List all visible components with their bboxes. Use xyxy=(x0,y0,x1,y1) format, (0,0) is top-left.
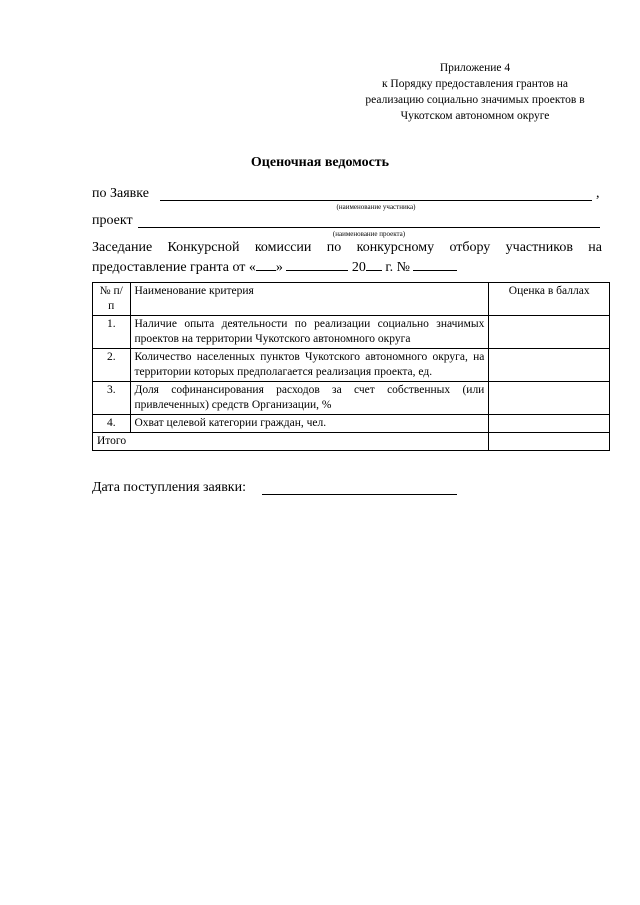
table-header-row xyxy=(93,283,610,316)
appendix-header xyxy=(340,60,610,124)
row-num: 4. xyxy=(93,415,131,433)
evaluation-table xyxy=(92,282,610,451)
total-score[interactable] xyxy=(489,433,610,451)
appendix-line-1: Приложение 4 xyxy=(439,62,511,74)
project-field[interactable] xyxy=(138,227,600,228)
application-comma: , xyxy=(596,186,600,201)
application-label: по Заявке xyxy=(92,186,149,201)
receipt-date-field[interactable] xyxy=(262,494,457,495)
table-row xyxy=(93,316,610,349)
row-num: 1. xyxy=(93,316,131,349)
appendix-line-2: к Порядку предоставления грантов на xyxy=(381,78,569,90)
appendix-line-3: реализацию социально значимых проектов в xyxy=(365,94,585,106)
row-num: 3. xyxy=(93,382,131,415)
meeting-number-label: г. № xyxy=(385,260,410,275)
total-label: Итого xyxy=(93,433,489,451)
appendix-line-4: Чукотском автономном округе xyxy=(400,110,550,122)
project-label: проект xyxy=(92,213,133,228)
meeting-line-1: Заседание Конкурсной комиссии по конкурсному отбору участников на xyxy=(92,240,602,255)
receipt-label: Дата поступления заявки: xyxy=(92,480,246,495)
header-score: Оценка в баллах xyxy=(489,283,610,316)
row-score[interactable] xyxy=(489,382,610,415)
table-row xyxy=(93,415,610,433)
table-row xyxy=(93,382,610,415)
row-num: 2. xyxy=(93,349,131,382)
document-title: Оценочная ведомость xyxy=(250,155,390,170)
project-hint: (наименование проекта) xyxy=(332,230,406,238)
header-criterion: Наименование критерия xyxy=(130,283,489,316)
meeting-date-quote: » xyxy=(275,260,283,275)
meeting-year-prefix: 20 xyxy=(351,260,366,275)
meeting-year-field[interactable] xyxy=(366,258,382,271)
meeting-number-field[interactable] xyxy=(413,258,457,271)
table-row xyxy=(93,349,610,382)
table-total-row xyxy=(93,433,610,451)
meeting-line-2 xyxy=(92,258,602,276)
meeting-date-prefix: предоставление гранта от « xyxy=(92,260,256,275)
row-score[interactable] xyxy=(489,415,610,433)
row-criterion: Доля софинансирования расходов за счет собственных (или привлеченных) средств Организации, % xyxy=(130,382,489,415)
application-field[interactable] xyxy=(160,200,592,201)
row-criterion: Наличие опыта деятельности по реализации социально значимых проектов на территории Чукотского автономного округа xyxy=(130,316,489,349)
application-hint: (наименование участника) xyxy=(336,203,416,211)
meeting-month-field[interactable] xyxy=(286,258,348,271)
meeting-day-field[interactable] xyxy=(256,258,276,271)
row-score[interactable] xyxy=(489,349,610,382)
header-num: № п/п xyxy=(93,283,131,316)
row-criterion: Охват целевой категории граждан, чел. xyxy=(130,415,489,433)
row-criterion: Количество населенных пунктов Чукотского автономного округа, на территории которых предполагается реализация проекта, ед. xyxy=(130,349,489,382)
row-score[interactable] xyxy=(489,316,610,349)
